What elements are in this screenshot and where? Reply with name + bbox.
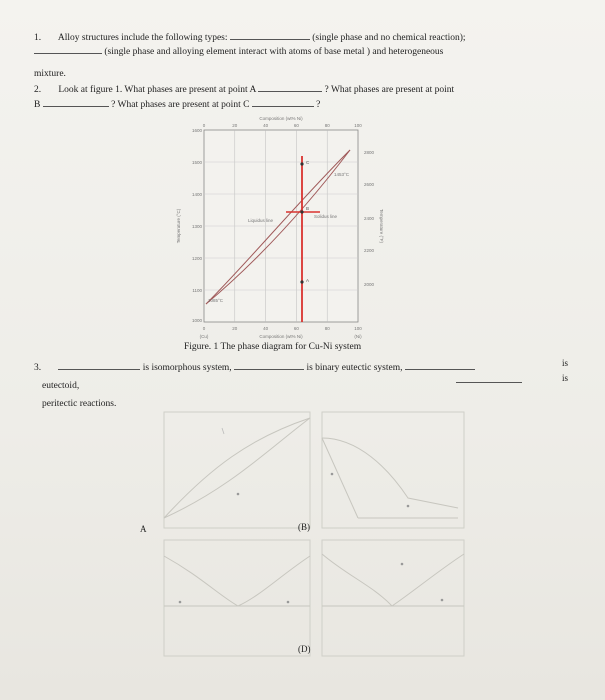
point-b-label: B: [306, 206, 310, 211]
top-tick-100: 100: [354, 123, 362, 128]
question-3-line-2: [42, 380, 79, 392]
question-1-text-c: (single phase and alloying element interact with atoms of base metal ) and heterogeneous: [104, 47, 444, 57]
bottom-axis-label: Composition (wt% Ni): [259, 334, 303, 339]
left-tick-1000: 1000: [191, 318, 202, 323]
point-b-marker: [300, 210, 303, 213]
right-tick-2400: 2400: [364, 216, 375, 221]
question-3-peritectic: peritectic reactions.: [42, 399, 117, 409]
sketch-diagram-d: [318, 536, 468, 660]
question-3-blank-1[interactable]: [58, 360, 140, 370]
question-2-blank-c[interactable]: [252, 97, 314, 107]
right-tick-2000: 2000: [364, 282, 375, 287]
question-1-blank-1[interactable]: [230, 30, 310, 40]
bottom-tick-0: 0: [202, 326, 206, 331]
question-3-blank-4[interactable]: [456, 373, 522, 383]
question-3-blank-row: [456, 373, 522, 387]
ni-melting-point-label: 1453°C: [334, 172, 350, 177]
question-2-text-c: B: [34, 100, 41, 110]
ni-end-label: (Ni): [354, 334, 362, 339]
point-a-marker: [300, 280, 303, 283]
question-3-text-b: is binary eutectic system,: [306, 363, 403, 373]
bottom-tick-60: 60: [293, 326, 299, 331]
left-tick-1400: 1400: [191, 192, 202, 197]
question-2-text-e: ?: [316, 100, 321, 110]
solidus-label: Solidus line: [314, 214, 338, 219]
cu-end-label: (Cu): [199, 334, 209, 339]
question-2-line-2: [34, 97, 320, 111]
question-2-text-a: Look at figure 1. What phases are present at point A: [58, 85, 256, 95]
question-3-number: 3.: [34, 363, 42, 373]
point-a-label: A: [306, 278, 310, 283]
left-tick-1600: 1600: [191, 128, 202, 133]
bottom-tick-40: 40: [263, 326, 269, 331]
question-2-blank-b[interactable]: [43, 97, 109, 107]
top-tick-0: 0: [202, 123, 206, 128]
sketch-label-b: (B): [298, 522, 310, 532]
right-tick-2800: 2800: [364, 150, 375, 155]
figure-caption: Figure. 1 The phase diagram for Cu-Ni system: [184, 342, 362, 352]
bottom-tick-20: 20: [232, 326, 238, 331]
question-3-is-2: is: [562, 373, 569, 383]
left-axis-label: Temperature (°C): [176, 208, 181, 244]
sketch-label-a: A: [140, 524, 147, 534]
cu-ni-phase-diagram: [168, 112, 388, 340]
right-tick-2600: 2600: [364, 182, 375, 187]
question-3-blank-3[interactable]: [405, 360, 475, 370]
question-1-blank-2[interactable]: [34, 44, 102, 54]
question-3-text-a: is isomorphous system,: [142, 363, 232, 373]
point-c-marker: [300, 162, 303, 165]
liquidus-label: Liquidus line: [248, 218, 274, 223]
top-axis-label: Composition (wt% Ni): [259, 116, 303, 121]
top-tick-20: 20: [232, 123, 238, 128]
question-2-line-1: [34, 82, 454, 96]
left-tick-1500: 1500: [191, 160, 202, 165]
question-3-eutectoid: eutectoid,: [42, 381, 80, 391]
question-1-text-a: Alloy structures include the following types:: [57, 33, 228, 43]
top-tick-80: 80: [324, 123, 330, 128]
question-2-blank-a[interactable]: [258, 82, 322, 92]
question-2-text-d: ? What phases are present at point C: [111, 100, 250, 110]
question-3-line-1: [34, 360, 475, 374]
sketch-diagram-b: [318, 408, 468, 532]
left-tick-1300: 1300: [191, 224, 202, 229]
question-2-text-b: ? What phases are present at point: [324, 85, 455, 95]
sketch-diagram-c: [160, 536, 315, 660]
bottom-tick-100: 100: [354, 326, 362, 331]
left-tick-1200: 1200: [191, 256, 202, 261]
point-c-label: C: [306, 160, 310, 165]
question-1-line-3: [34, 68, 66, 80]
question-1-line-1: [34, 30, 466, 44]
question-3-line-3: [42, 398, 116, 410]
question-1-number: 1.: [34, 33, 42, 43]
question-1-line-2: [34, 44, 443, 58]
sketch-diagram-a: [160, 408, 315, 532]
question-3-blank-2[interactable]: [234, 360, 304, 370]
right-tick-2200: 2200: [364, 248, 375, 253]
top-tick-40: 40: [263, 123, 269, 128]
top-tick-60: 60: [293, 123, 299, 128]
question-2-number: 2.: [34, 85, 42, 95]
question-1-text-b: (single phase and no chemical reaction);: [312, 33, 466, 43]
sketch-label-d: (D): [298, 644, 311, 654]
cu-melting-point-label: 1085°C: [208, 298, 224, 303]
question-1-text-d: mixture.: [34, 69, 66, 79]
left-tick-1100: 1100: [192, 288, 202, 293]
right-axis-label: Temperature (°F): [379, 208, 384, 244]
bottom-tick-80: 80: [324, 326, 330, 331]
question-3-is-1: is: [562, 358, 569, 368]
